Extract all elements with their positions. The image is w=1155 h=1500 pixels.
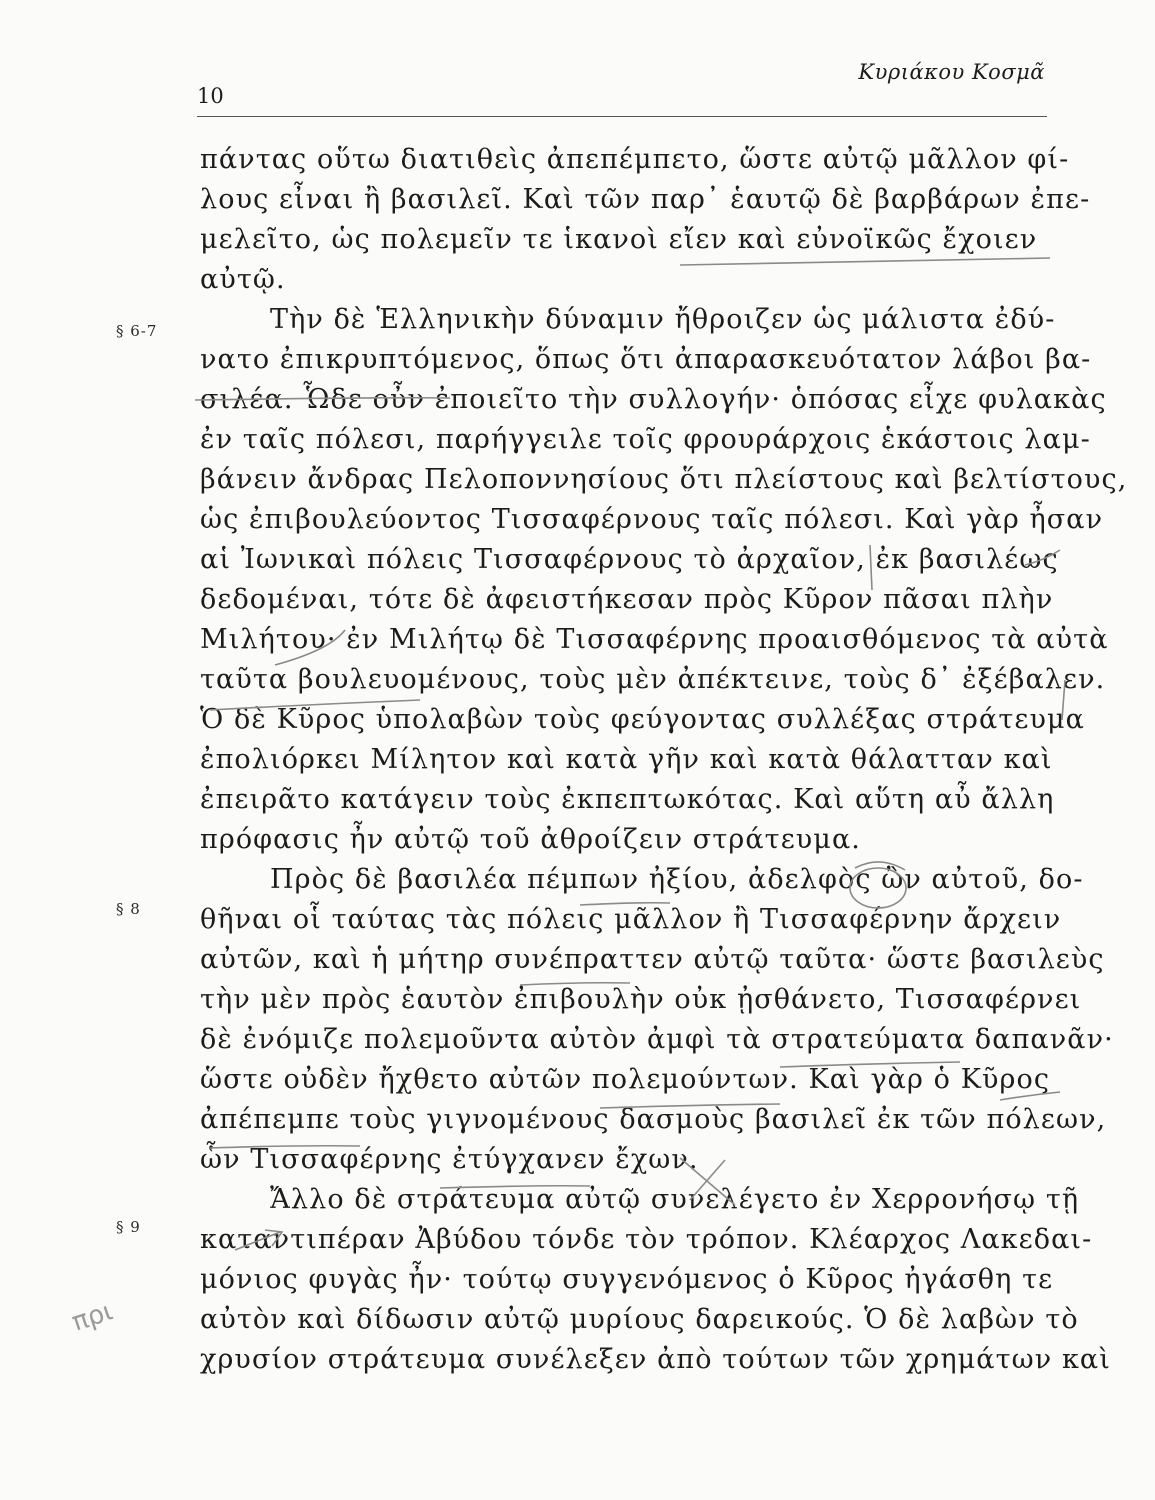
running-head: Κυριάκου Κοσμᾶ (858, 60, 1045, 84)
text-line: ἐν ταῖς πόλεσι, παρήγγειλε τοῖς φρουράρχοις ἑκάστοις λαμ- (200, 424, 1091, 455)
text-line: νατο ἐπικρυπτόμενος, ὅπως ὅτι ἀπαρασκευότατον λάβοι βα- (200, 344, 1092, 375)
text-line: ὥστε οὐδὲν ἤχθετο αὐτῶν πολεμούντων. Καὶ γὰρ ὁ Κῦρος (200, 1064, 1051, 1095)
text-line: πάντας οὕτω διατιθεὶς ἀπεπέμπετο, ὥστε αὐτῷ μᾶλλον φί- (200, 144, 1070, 175)
text-line: ἐπολιόρκει Μίλητον καὶ κατὰ γῆν καὶ κατὰ θάλατταν καὶ (200, 744, 1053, 775)
text-line: πρόφασις ἦν αὐτῷ τοῦ ἀθροίζειν στράτευμα. (200, 824, 861, 855)
text-line: ἀπέπεμπε τοὺς γιγνομένους δασμοὺς βασιλεῖ ἐκ τῶν πόλεων, (200, 1104, 1107, 1135)
text-line: Τὴν δὲ Ἑλληνικὴν δύναμιν ἤθροιζεν ὡς μάλιστα ἐδύ- (270, 304, 1056, 335)
text-line: ὡς ἐπιβουλεύοντος Τισσαφέρνους ταῖς πόλεσι. Καὶ γὰρ ἦσαν (200, 504, 1104, 535)
text-line: Πρὸς δὲ βασιλέα πέμπων ἠξίου, ἀδελφὸς ὢν αὐτοῦ, δο- (270, 864, 1084, 895)
text-line: Ἄλλο δὲ στράτευμα αὐτῷ συνελέγετο ἐν Χερρονήσῳ τῇ (270, 1184, 1080, 1215)
text-line: ταῦτα βουλευομένους, τοὺς μὲν ἀπέκτεινε, τοὺς δ᾿ ἐξέβαλεν. (200, 664, 1106, 695)
text-line: αὐτὸν καὶ δίδωσιν αὐτῷ μυρίους δαρεικούς. Ὁ δὲ λαβὼν τὸ (200, 1304, 1079, 1335)
text-line: Ὁ δὲ Κῦρος ὑπολαβὼν τοὺς φεύγοντας συλλέξας στράτευμα (200, 704, 1085, 735)
text-line: Μιλήτου· ἐν Μιλήτῳ δὲ Τισσαφέρνης προαισθόμενος τὰ αὐτὰ (200, 624, 1109, 655)
text-line: αὐτῶν, καὶ ἡ μήτηρ συνέπραττεν αὐτῷ ταῦτα· ὥστε βασιλεὺς (200, 944, 1105, 975)
text-line: λους εἶναι ἢ βασιλεῖ. Καὶ τῶν παρ᾿ ἑαυτῷ δὲ βαρβάρων ἐπε- (200, 184, 1091, 215)
text-line: ὧν Τισσαφέρνης ἐτύγχανεν ἔχων. (200, 1144, 699, 1175)
section-ref-6-7: § 6-7 (116, 322, 158, 340)
text-line: βάνειν ἄνδρας Πελοποννησίους ὅτι πλείστους καὶ βελτίστους, (200, 464, 1128, 495)
text-line: δεδομέναι, τότε δὲ ἀφειστήκεσαν πρὸς Κῦρον πᾶσαι πλὴν (200, 584, 1054, 615)
text-line: τὴν μὲν πρὸς ἑαυτὸν ἐπιβουλὴν οὐκ ᾐσθάνετο, Τισσαφέρνει (200, 984, 1082, 1015)
text-line: μελεῖτο, ὡς πολεμεῖν τε ἱκανοὶ εἴεν καὶ εὐνοϊκῶς ἔχοιεν (200, 224, 1038, 255)
text-line: σιλέα. Ὧδε οὖν ἐποιεῖτο τὴν συλλογήν· ὁπόσας εἶχε φυλακὰς (200, 384, 1107, 415)
margin-pencil-annotation: πρι (68, 1296, 117, 1338)
text-line: δὲ ἐνόμιζε πολεμοῦντα αὐτὸν ἀμφὶ τὰ στρατεύματα δαπανᾶν· (200, 1024, 1114, 1055)
text-line: ἐπειρᾶτο κατάγειν τοὺς ἐκπεπτωκότας. Καὶ αὕτη αὖ ἄλλη (200, 784, 1055, 815)
section-ref-8: § 8 (116, 900, 141, 918)
section-ref-9: § 9 (116, 1218, 141, 1236)
header-rule (197, 116, 1047, 117)
text-line: καταντιπέραν Ἀβύδου τόνδε τὸν τρόπον. Κλέαρχος Λακεδαι- (200, 1224, 1093, 1255)
text-line: θῆναι οἷ ταύτας τὰς πόλεις μᾶλλον ἢ Τισσαφέρνην ἄρχειν (200, 904, 1062, 935)
text-line: μόνιος φυγὰς ἦν· τούτῳ συγγενόμενος ὁ Κῦρος ἠγάσθη τε (200, 1264, 1054, 1295)
text-line: αὐτῷ. (200, 264, 286, 295)
text-line: χρυσίον στράτευμα συνέλεξεν ἀπὸ τούτων τῶν χρημάτων καὶ (200, 1344, 1111, 1375)
main-text (200, 140, 1128, 1380)
text-line: αἱ Ἰωνικαὶ πόλεις Τισσαφέρνους τὸ ἀρχαῖον, ἐκ βασιλέως (200, 544, 1059, 575)
page-number: 10 (197, 84, 224, 108)
